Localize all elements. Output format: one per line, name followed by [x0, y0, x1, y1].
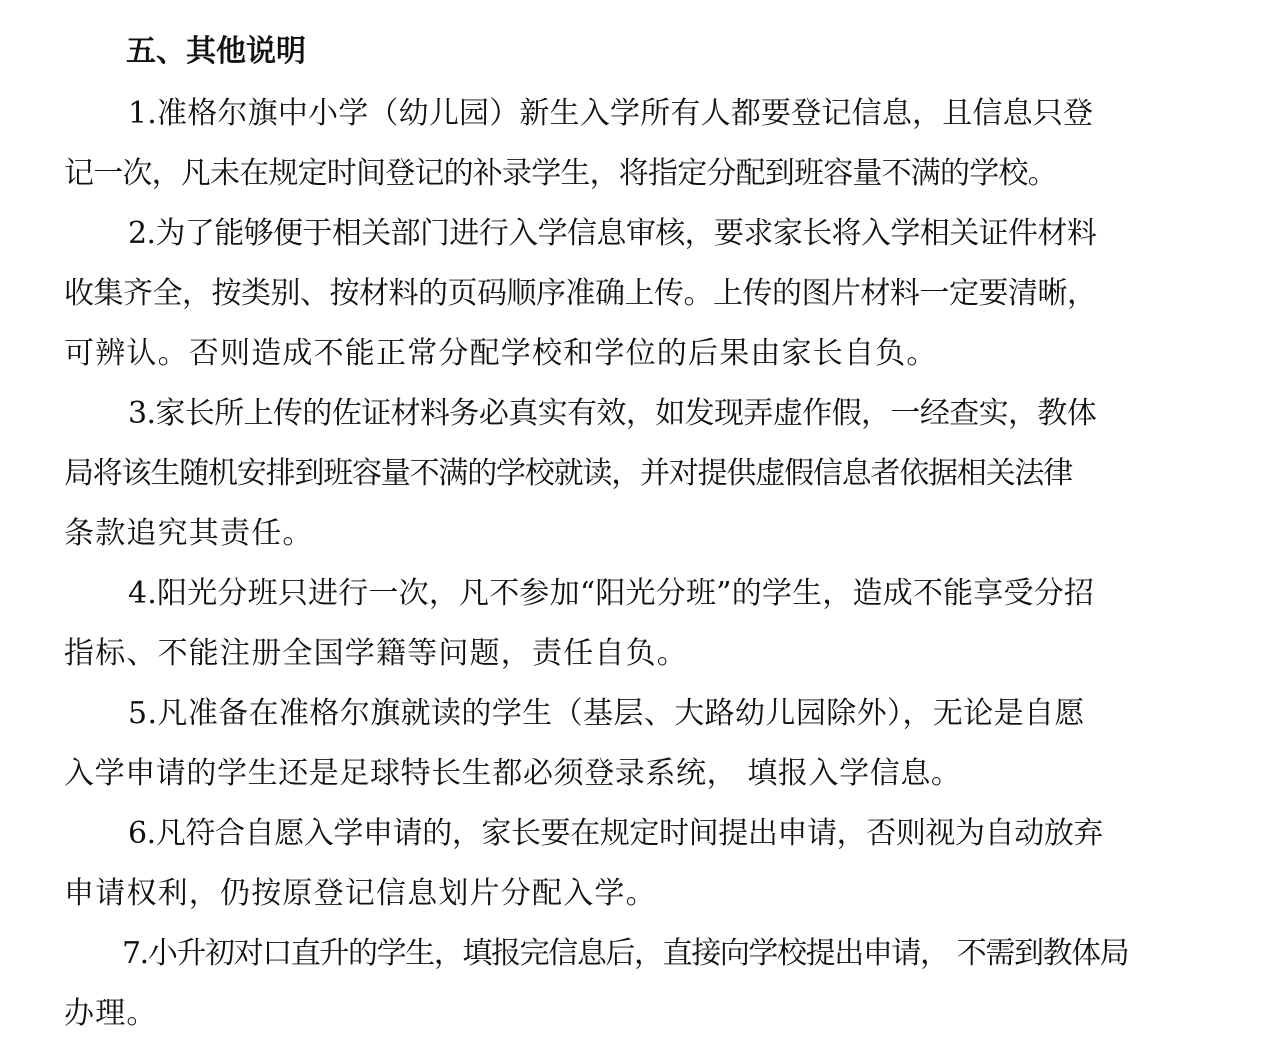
item-2-line-1: 2.为了能够便于相关部门进行入学信息审核，要求家长将入学相关证件材料: [128, 216, 1097, 251]
item-1-line-2: 记一次，凡未在规定时间登记的补录学生，将指定分配到班容量不满的学校。: [64, 156, 1057, 191]
item-6-line-1: 6.凡符合自愿入学申请的，家长要在规定时间提出申请，否则视为自动放弃: [128, 816, 1104, 851]
item-5-line-2: 入学申请的学生还是足球特长生都必须登录系统， 填报入学信息。: [64, 756, 962, 791]
item-3-line-3: 条款追究其责任。: [64, 516, 314, 551]
item-1-line-1: 1.准格尔旗中小学（幼儿园）新生入学所有人都要登记信息，且信息只登: [128, 96, 1094, 131]
item-2-line-3: 可辨认。否则造成不能正常分配学校和学位的后果由家长自负。: [64, 336, 938, 371]
item-4-line-2: 指标、不能注册全国学籍等问题，责任自负。: [64, 636, 688, 671]
item-3-line-1: 3.家长所上传的佐证材料务必真实有效，如发现弄虚作假，一经查实，教体: [128, 396, 1097, 431]
item-4-line-1: 4.阳光分班只进行一次，凡不参加“阳光分班”的学生，造成不能享受分招: [128, 576, 1095, 611]
item-2-line-2: 收集齐全，按类别、按材料的页码顺序准确上传。上传的图片材料一定要清晰，: [64, 276, 1097, 311]
item-7-line-1: 7.小升初对口直升的学生，填报完信息后，直接向学校提出申请， 不需到教体局: [122, 936, 1129, 971]
item-7-line-2: 办理。: [64, 996, 158, 1031]
item-6-line-2: 申请权利，仍按原登记信息划片分配入学。: [64, 876, 657, 911]
item-5-line-1: 5.凡准备在准格尔旗就读的学生（基层、大路幼儿园除外），无论是自愿: [128, 696, 1085, 731]
section-heading: 五、其他说明: [126, 34, 306, 69]
item-3-line-2: 局将该生随机安排到班容量不满的学校就读，并对提供虚假信息者依据相关法律: [64, 456, 1072, 491]
